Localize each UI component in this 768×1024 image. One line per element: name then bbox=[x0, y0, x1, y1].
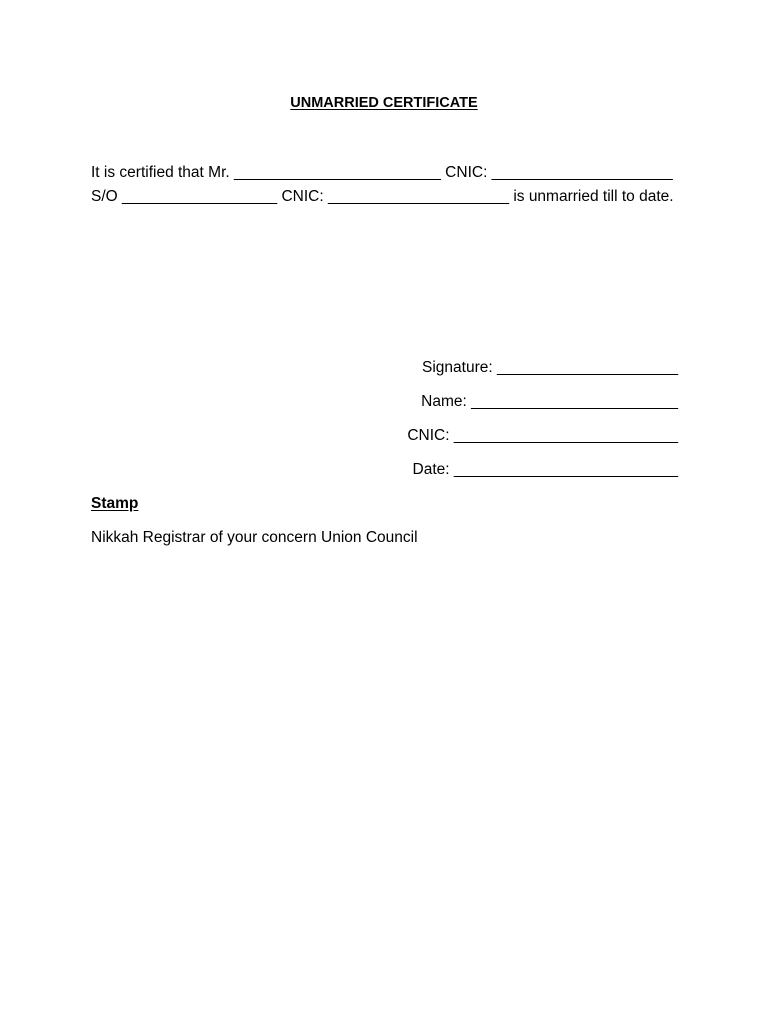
document-title: UNMARRIED CERTIFICATE bbox=[290, 95, 478, 111]
date-field: Date: __________________________ bbox=[412, 461, 678, 478]
certification-line-2: S/O __________________ CNIC: _____________________ is unmarried till to date. bbox=[91, 188, 674, 205]
cnic-field: CNIC: __________________________ bbox=[407, 427, 678, 444]
signature-field: Signature: _____________________ bbox=[422, 359, 678, 376]
registrar-note: Nikkah Registrar of your concern Union Council bbox=[91, 529, 418, 546]
stamp-label: Stamp bbox=[91, 495, 139, 512]
name-field: Name: ________________________ bbox=[421, 393, 678, 410]
certification-line-1: It is certified that Mr. ________________________ CNIC: _____________________ bbox=[91, 164, 673, 181]
